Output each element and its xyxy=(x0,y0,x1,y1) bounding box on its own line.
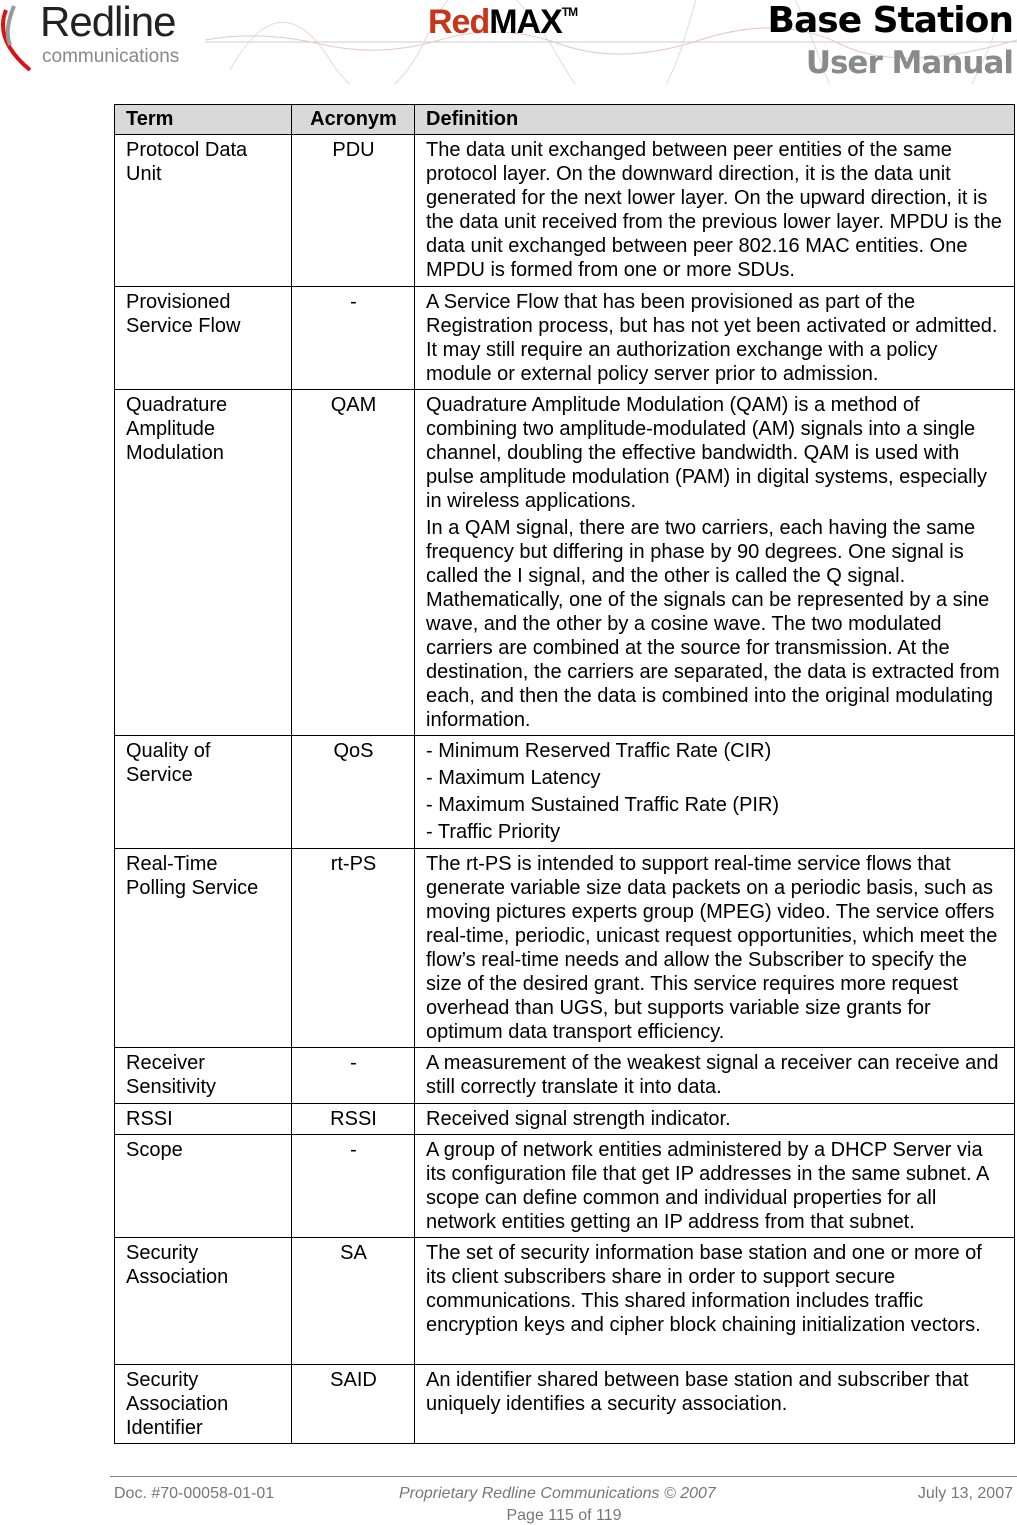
definition-paragraph: The data unit exchanged between peer entities of the same protocol layer. On the downward direction, it is the data unit generated for the next lower layer. On the upward direction, it is the data unit received from the previous lower layer. MPDU is the data unit exchanged between peer 802.16 MAC entities. One MPDU is formed from one or more SDUs. xyxy=(426,139,1002,281)
definition-cell xyxy=(415,1238,1015,1365)
table-row xyxy=(115,287,1015,390)
acronym-cell: SA xyxy=(292,1238,415,1365)
term-cell: Provisioned Service Flow xyxy=(115,287,292,390)
definition-paragraph: A Service Flow that has been provisioned as part of the Registration process, but has not yet been activated or admitted. It may still require an authorization exchange with a policy module or external policy server prior to admission. xyxy=(426,291,998,385)
column-header-term: Term xyxy=(115,105,292,135)
term-cell: Quality of Service xyxy=(115,736,292,849)
definition-paragraph: A measurement of the weakest signal a receiver can receive and still correctly translate it into data. xyxy=(426,1052,999,1098)
definition-paragraph: An identifier shared between base station and subscriber that uniquely identifies a security association. xyxy=(426,1369,969,1415)
definition-cell xyxy=(415,849,1015,1048)
term-cell: Real-Time Polling Service xyxy=(115,849,292,1048)
definition-paragraph: - Maximum Latency xyxy=(426,767,601,789)
table-row xyxy=(115,736,1015,849)
table-row xyxy=(115,1238,1015,1365)
footer-doc-number: Doc. #70-00058-01-01 xyxy=(114,1485,275,1502)
acronym-cell: QoS xyxy=(292,736,415,849)
definition-cell xyxy=(415,390,1015,736)
table-row xyxy=(115,1048,1015,1104)
term-cell: Security Association xyxy=(115,1238,292,1365)
doc-subtitle: User Manual xyxy=(805,45,1013,81)
definition-cell xyxy=(415,287,1015,390)
definition-paragraph: Quadrature Amplitude Modulation (QAM) is a method of combining two amplitude-modulated (AM) signals into a single channel, doubling the effective bandwidth. QAM is used with pulse amplitude modulation (PAM) in digital systems, especially in wireless applications. xyxy=(426,394,987,512)
doc-title: Base Station xyxy=(767,0,1013,41)
definition-cell xyxy=(415,135,1015,287)
term-cell: Quadrature Amplitude Modulation xyxy=(115,390,292,736)
definition-paragraph: Received signal strength indicator. xyxy=(426,1108,731,1130)
table-row xyxy=(115,390,1015,736)
logo-subtitle: communications xyxy=(42,46,180,67)
acronym-cell: rt-PS xyxy=(292,849,415,1048)
term-cell: Security Association Identifier xyxy=(115,1365,292,1444)
trademark: TM xyxy=(561,5,578,19)
definition-cell xyxy=(415,736,1015,849)
table-row xyxy=(115,849,1015,1048)
table-row xyxy=(115,1135,1015,1238)
column-header-acronym: Acronym xyxy=(292,105,415,135)
definition-paragraph: The set of security information base station and one or more of its client subscribers share in order to support secure communications. This shared information includes traffic encryption keys and cipher block chaining initialization vectors. xyxy=(426,1242,982,1336)
term-cell: Receiver Sensitivity xyxy=(115,1048,292,1104)
acronym-cell: - xyxy=(292,1135,415,1238)
acronym-cell: SAID xyxy=(292,1365,415,1444)
definition-cell xyxy=(415,1104,1015,1135)
definition-paragraph: - Traffic Priority xyxy=(426,821,561,843)
footer-page-number: Page 115 of 119 xyxy=(506,1507,622,1524)
table-row xyxy=(115,1365,1015,1444)
acronym-cell: QAM xyxy=(292,390,415,736)
term-cell: Scope xyxy=(115,1135,292,1238)
definition-cell xyxy=(415,1365,1015,1444)
product-black: MAX xyxy=(489,3,562,41)
footer-proprietary: Proprietary Redline Communications © 2007 xyxy=(399,1485,716,1502)
table-row xyxy=(115,135,1015,287)
table-row xyxy=(115,1104,1015,1135)
term-cell: Protocol Data Unit xyxy=(115,135,292,287)
term-cell: RSSI xyxy=(115,1104,292,1135)
acronym-cell: PDU xyxy=(292,135,415,287)
definition-cell xyxy=(415,1135,1015,1238)
footer-divider xyxy=(110,1476,1017,1477)
logo-wordmark: Redline xyxy=(40,0,176,45)
footer-date: July 13, 2007 xyxy=(917,1485,1013,1502)
product-name xyxy=(428,2,577,42)
table-header-row xyxy=(115,105,1015,135)
acronym-cell: - xyxy=(292,1048,415,1104)
glossary-table xyxy=(114,104,1015,1444)
definition-paragraph: A group of network entities administered by a DHCP Server via its configuration file that get IP addresses in the same subnet. A scope can define common and individual properties for all network entities getting an IP address from that subnet. xyxy=(426,1139,989,1233)
definition-paragraph: In a QAM signal, there are two carriers, each having the same frequency but differing in phase by 90 degrees. One signal is called the I signal, and the other is called the Q signal. Mathematically, one of the signals can be represented by a sine wave, and the other by a cosine wave. The two modulated carriers are combined at the source for transmission. At the destination, the carriers are separated, the data is extracted from each, and then the data is combined into the original modulating information. xyxy=(426,517,1000,731)
definition-paragraph: - Minimum Reserved Traffic Rate (CIR) xyxy=(426,740,772,762)
page-header xyxy=(0,0,1017,84)
product-red: Red xyxy=(428,3,490,41)
acronym-cell: - xyxy=(292,287,415,390)
definition-paragraph: - Maximum Sustained Traffic Rate (PIR) xyxy=(426,794,780,816)
acronym-cell: RSSI xyxy=(292,1104,415,1135)
column-header-definition: Definition xyxy=(415,105,1015,135)
definition-cell xyxy=(415,1048,1015,1104)
definition-paragraph: The rt-PS is intended to support real-time service flows that generate variable size data packets on a periodic basis, such as moving pictures experts group (MPEG) video. The service offers real-time, periodic, unicast request opportunities, which meet the flow’s real-time needs and allow the Subscriber to specify the size of the desired grant. This service requires more request overhead than UGS, but supports variable size grants for optimum data transport efficiency. xyxy=(426,853,998,1043)
